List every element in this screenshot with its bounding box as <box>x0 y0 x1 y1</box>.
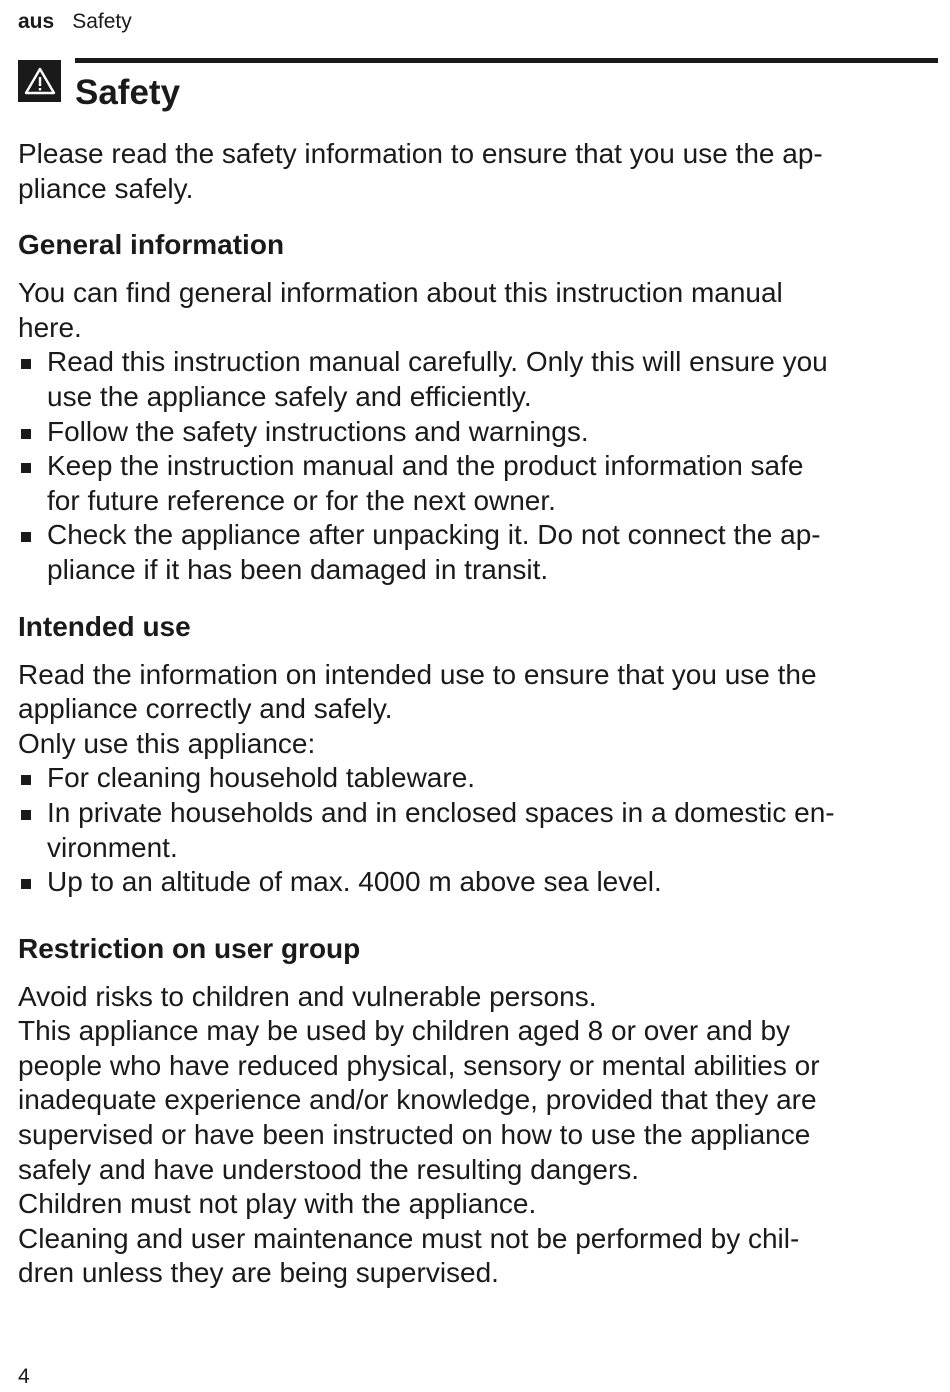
item-line: Up to an altitude of max. 4000 m above sea level. <box>47 866 662 898</box>
item-line: for future reference or for the next owner. <box>47 484 556 516</box>
text-line: You can find general information about this instruction manual <box>18 277 783 309</box>
title-row <box>18 58 938 118</box>
list-item <box>18 796 936 865</box>
bullet-icon <box>21 532 31 542</box>
list-item <box>18 518 936 587</box>
text-line: Only use this appliance: <box>18 727 316 759</box>
bullet-icon <box>21 429 31 439</box>
item-line: pliance if it has been damaged in transit. <box>47 553 549 585</box>
intro-text <box>18 137 936 206</box>
text-line: dren unless they are being supervised. <box>18 1257 499 1289</box>
header-section: Safety <box>72 10 132 33</box>
text-line: supervised or have been instructed on how to use the appliance <box>18 1119 811 1151</box>
page-title: Safety <box>75 73 181 112</box>
item-line: vironment. <box>47 831 178 863</box>
general-information-heading: General information <box>18 229 285 261</box>
text-line: appliance correctly and safely. <box>18 693 393 725</box>
item-line: Follow the safety instructions and warnings. <box>47 415 589 447</box>
text-line: Children must not play with the appliance. <box>18 1188 537 1220</box>
list-item <box>18 415 936 450</box>
text-line: Cleaning and user maintenance must not be performed by chil- <box>18 1222 800 1254</box>
intro-line: pliance safely. <box>18 172 194 204</box>
text-line: This appliance may be used by children aged 8 or over and by <box>18 1015 791 1047</box>
text-line: here. <box>18 311 82 343</box>
list-item <box>18 761 936 796</box>
bullet-icon <box>21 463 31 473</box>
bullet-icon <box>21 810 31 820</box>
item-line: For cleaning household tableware. <box>47 762 476 794</box>
text-line: Read the information on intended use to ensure that you use the <box>18 658 817 690</box>
general-information-list <box>18 345 936 587</box>
item-line: Keep the instruction manual and the product information safe <box>47 450 804 482</box>
restriction-heading: Restriction on user group <box>18 932 361 964</box>
bullet-icon <box>21 879 31 889</box>
bullet-icon <box>21 775 31 785</box>
item-line: In private households and in enclosed spaces in a domestic en- <box>47 796 835 828</box>
general-information-text <box>18 276 936 345</box>
restriction-text <box>18 980 936 1291</box>
intended-use-heading: Intended use <box>18 610 191 642</box>
item-line: Read this instruction manual carefully. Only this will ensure you <box>47 346 828 378</box>
intro-line: Please read the safety information to ensure that you use the ap- <box>18 138 823 169</box>
intended-use-list <box>18 761 936 899</box>
warning-triangle-icon <box>18 60 61 102</box>
running-header <box>18 9 132 35</box>
list-item <box>18 345 936 414</box>
page-number: 4 <box>18 1365 30 1388</box>
item-line: Check the appliance after unpacking it. Do not connect the ap- <box>47 519 821 551</box>
text-line: inadequate experience and/or knowledge, provided that they are <box>18 1084 817 1116</box>
text-line: people who have reduced physical, sensory or mental abilities or <box>18 1049 820 1081</box>
header-brand: aus <box>18 10 55 33</box>
title-rule <box>75 58 938 63</box>
intended-use-text <box>18 658 936 762</box>
content <box>18 137 936 1291</box>
bullet-icon <box>21 359 31 369</box>
text-line: Avoid risks to children and vulnerable persons. <box>18 980 597 1012</box>
list-item <box>18 449 936 518</box>
text-line: safely and have understood the resulting dangers. <box>18 1153 640 1185</box>
item-line: use the appliance safely and efficiently. <box>47 380 532 412</box>
list-item <box>18 865 936 900</box>
